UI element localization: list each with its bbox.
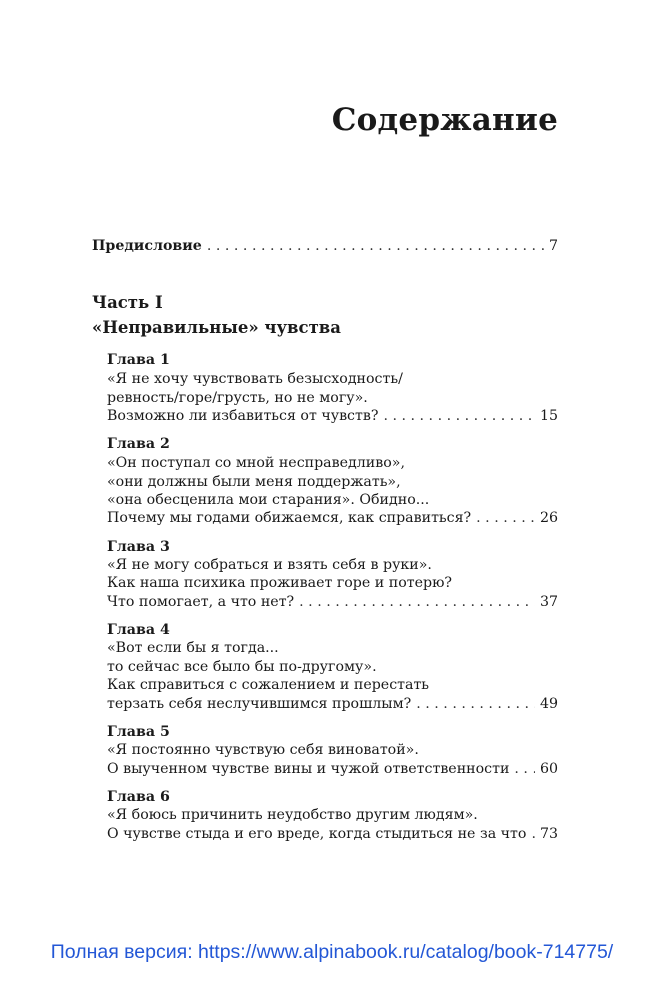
chapter-line: «Я постоянно чувствую себя виноватой». <box>107 742 419 758</box>
toc-entry-chapter-6[interactable] <box>107 824 558 844</box>
toc-page-number: 37 <box>539 594 558 610</box>
page-title: Содержание <box>331 102 558 138</box>
chapter-line: ревность/горе/грусть, но не могу». <box>107 390 368 406</box>
toc-page-number: 7 <box>548 238 558 254</box>
chapter-heading: Глава 3 <box>107 539 170 555</box>
dot-leader <box>531 824 534 844</box>
toc-entry-chapter-3[interactable] <box>107 592 558 612</box>
toc-entry-chapter-2[interactable] <box>107 508 558 528</box>
toc-entry-label: Почему мы годами обижаемся, как справиться? <box>107 510 472 526</box>
chapter-line: «Вот если бы я тогда... <box>107 640 279 656</box>
toc-entry-label: Что помогает, а что нет? <box>107 594 295 610</box>
chapter-line: «она обесценила мои старания». Обидно... <box>107 492 430 508</box>
toc-entry-chapter-5[interactable] <box>107 759 558 779</box>
chapter-line: «Я не могу собраться и взять себя в руки». <box>107 557 432 573</box>
chapter-heading: Глава 1 <box>107 352 170 368</box>
dot-leader <box>299 592 535 612</box>
dot-leader <box>476 508 535 528</box>
toc-page-number: 49 <box>539 696 558 712</box>
chapter-line: «Он поступал со мной несправедливо», <box>107 455 405 471</box>
chapter-heading: Глава 2 <box>107 436 170 452</box>
toc-page-number: 26 <box>539 510 558 526</box>
toc-entry-chapter-4[interactable] <box>107 694 558 714</box>
dot-leader <box>207 236 544 256</box>
chapter-line: «Я не хочу чувствовать безысходность/ <box>107 371 403 387</box>
toc-entry-label: О чувстве стыда и его вреде, когда стыдиться не за что <box>107 826 527 842</box>
part-title: «Неправильные» чувства <box>92 318 341 337</box>
chapter-line: Как справиться с сожалением и перестать <box>107 677 430 693</box>
toc-entry-label: Возможно ли избавиться от чувств? <box>107 408 379 424</box>
toc-entry-chapter-1[interactable] <box>107 406 558 426</box>
toc-page-number: 15 <box>539 408 558 424</box>
dot-leader <box>416 694 535 714</box>
toc-page-number: 73 <box>539 826 558 842</box>
dot-leader <box>383 406 534 426</box>
toc-entry-label: О выученном чувстве вины и чужой ответственности <box>107 761 510 777</box>
full-version-link[interactable]: Полная версия: https://www.alpinabook.ru/catalog/book-714775/ <box>50 941 614 963</box>
dot-leader <box>514 759 535 779</box>
toc-entry-label: Предисловие <box>92 238 202 254</box>
chapter-line: «они должны были меня поддержать», <box>107 474 401 490</box>
chapter-line: «Я боюсь причинить неудобство другим людям». <box>107 807 478 823</box>
chapter-line: Как наша психика проживает горе и потерю? <box>107 575 453 591</box>
chapter-line: то сейчас все было бы по-другому». <box>107 659 377 675</box>
toc-entry-preface[interactable] <box>92 236 558 256</box>
chapter-heading: Глава 4 <box>107 622 170 638</box>
chapter-heading: Глава 6 <box>107 789 170 805</box>
toc-entry-label: терзать себя неслучившимся прошлым? <box>107 696 412 712</box>
chapter-heading: Глава 5 <box>107 724 170 740</box>
part-number: Часть I <box>92 293 163 312</box>
toc-page-number: 60 <box>539 761 558 777</box>
